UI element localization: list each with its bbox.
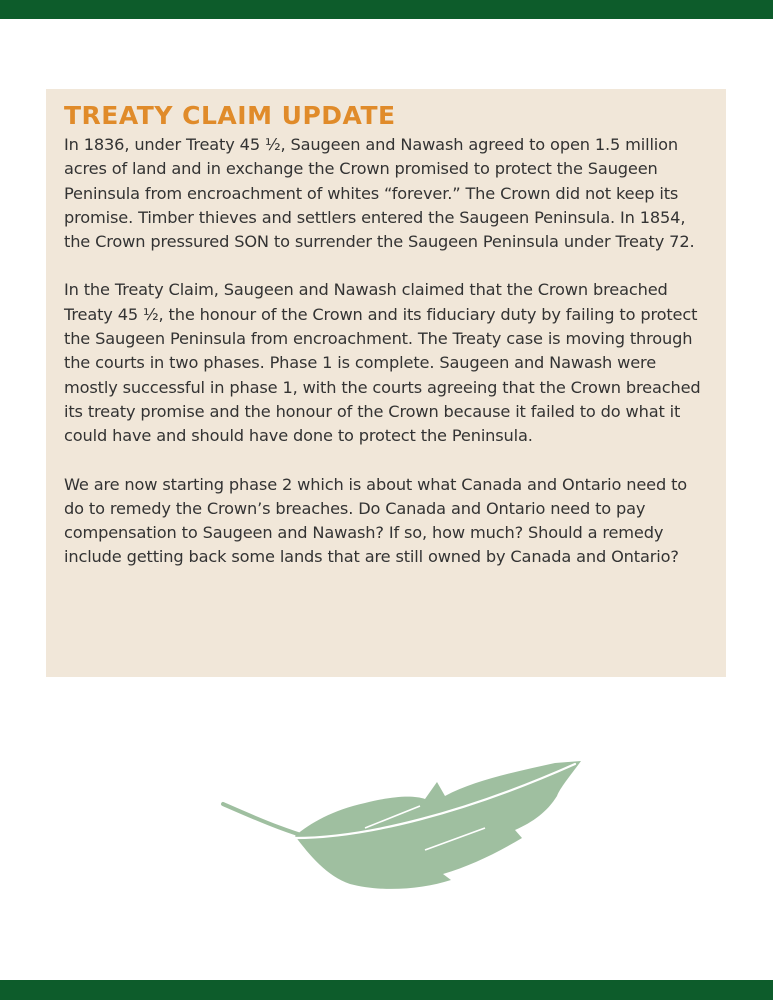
paragraph-phase-2: We are now starting phase 2 which is about what Canada and Ontario need to do to remedy the Crown’s breaches. Do Canada and Ontario need to pay compensation to Saugeen and Nawash? If so, how much? Should a remedy include getting back some lands that are still owned by Canada and Ontario? — [64, 474, 688, 567]
top-bar — [0, 0, 773, 19]
paragraph-history: In 1836, under Treaty 45 ½, Saugeen and Nawash agreed to open 1.5 million acres of land and in exchange the Crown promised to protect the Saugeen Peninsula from encroachment of whites “forever.” The Crown did not keep its promise. Timber thieves and settlers entered the Saugeen Peninsula. In 1854, the Crown pressured SON to surrender the Saugeen Peninsula under Treaty 72. — [64, 135, 695, 252]
bottom-bar — [0, 980, 773, 1000]
paragraph-claim: In the Treaty Claim, Saugeen and Nawash claimed that the Crown breached Treaty 45 ½, the honour of the Crown and its fiduciary duty by failing to protect the Saugeen Peninsula from encroachment. The Treaty case is moving through the courts in two phases. Phase 1 is complete. Saugeen and Nawash were mostly successful in phase 1, with the courts agreeing that the Crown breached its treaty promise and the honour of the Crown because it failed to do what it could have and should have done to protect the Peninsula. — [64, 280, 701, 446]
feather-icon — [215, 758, 585, 893]
panel-title: TREATY CLAIM UPDATE — [64, 101, 396, 130]
treaty-claim-panel — [46, 89, 726, 677]
